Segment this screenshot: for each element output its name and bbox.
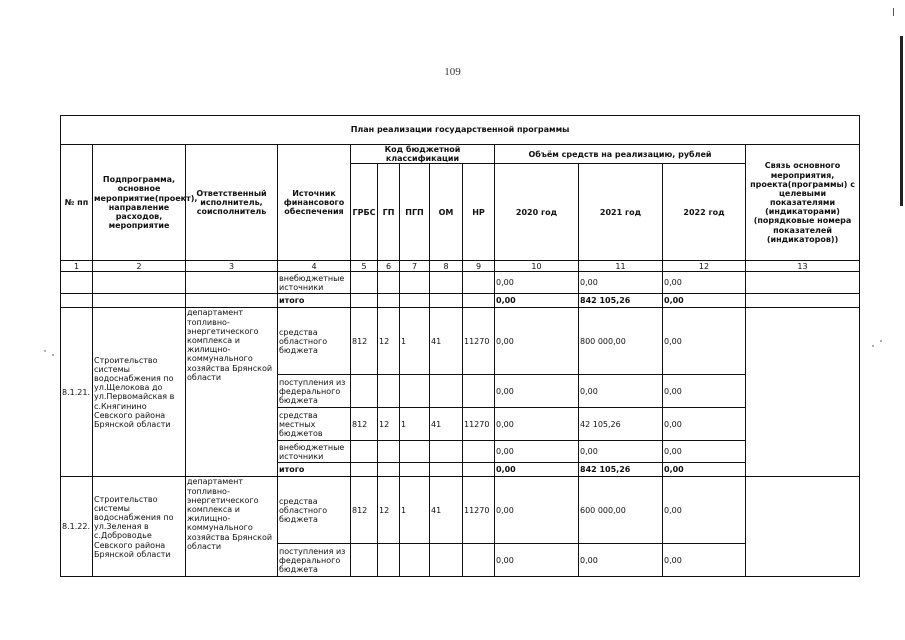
value-2020: 0,00 (495, 408, 579, 441)
value-2022: 0,00 (663, 477, 746, 544)
header-executor: Ответственный исполнитель, соисполнитель (186, 145, 278, 261)
plan-table (60, 115, 860, 577)
header-2021: 2021 год (579, 164, 663, 261)
measure-name: Строительство системы водоснабжения по ул.Щелокова до ул.Первомайская в с.Княгинино Севского района Брянской области (93, 308, 186, 477)
value-2021: 0,00 (579, 441, 663, 463)
grbs-code: 812 (351, 408, 378, 441)
value-2020: 0,00 (495, 272, 579, 294)
header-grbs: ГРБС (351, 164, 378, 261)
om-code: 41 (430, 477, 463, 544)
header-source: Источник финансового обеспечения (278, 145, 351, 261)
source-cell: внебюджетные источники (278, 272, 351, 294)
scan-speck (880, 340, 882, 342)
value-2020: 0,00 (495, 463, 579, 477)
header-link: Связь основного мероприятия, проекта(программы) с целевыми показателями (индикаторами) (порядковые номера показателей (индикаторов)) (746, 145, 860, 261)
source-cell: поступления из федерального бюджета (278, 375, 351, 408)
col-number: 12 (663, 261, 746, 272)
nr-code: 11270 (463, 477, 495, 544)
grbs-code: 812 (351, 477, 378, 544)
source-cell: средства областного бюджета (278, 477, 351, 544)
value-2021: 600 000,00 (579, 477, 663, 544)
value-2022: 0,00 (663, 441, 746, 463)
source-cell: средства местных бюджетов (278, 408, 351, 441)
col-number: 1 (61, 261, 93, 272)
scan-edge-mark (900, 36, 903, 206)
value-2020: 0,00 (495, 294, 579, 308)
col-number: 5 (351, 261, 378, 272)
source-cell: внебюджетные источники (278, 441, 351, 463)
executor-name: департамент топливно-энергетического комплекса и жилищно-коммунального хозяйства Брянской области (186, 308, 278, 477)
value-2022: 0,00 (663, 544, 746, 577)
value-2020: 0,00 (495, 375, 579, 408)
header-gp: ГП (378, 164, 400, 261)
measure-name: Строительство системы водоснабжения по ул.Зеленая в с.Доброводье Севского района Брянской области (93, 477, 186, 577)
grbs-code: 812 (351, 308, 378, 375)
header-num: № пп (61, 145, 93, 261)
col-number: 4 (278, 261, 351, 272)
col-number: 7 (400, 261, 430, 272)
value-2021: 0,00 (579, 272, 663, 294)
pgp-code: 1 (400, 308, 430, 375)
value-2021: 800 000,00 (579, 308, 663, 375)
value-2020: 0,00 (495, 477, 579, 544)
table-row (61, 308, 860, 375)
table-row (61, 477, 860, 544)
header-nr: НР (463, 164, 495, 261)
col-number: 11 (579, 261, 663, 272)
source-cell: итого (278, 294, 351, 308)
header-pgp: ПГП (400, 164, 430, 261)
value-2021: 0,00 (579, 375, 663, 408)
value-2022: 0,00 (663, 272, 746, 294)
row-number: 8.1.22. (61, 477, 93, 577)
value-2020: 0,00 (495, 308, 579, 375)
header-budget-code: Код бюджетной классификации (351, 145, 495, 164)
col-number: 6 (378, 261, 400, 272)
nr-code: 11270 (463, 408, 495, 441)
value-2022: 0,00 (663, 308, 746, 375)
executor-name: департамент топливно-энергетического комплекса и жилищно-коммунального хозяйства Брянской области (186, 477, 278, 577)
value-2022: 0,00 (663, 375, 746, 408)
value-2020: 0,00 (495, 441, 579, 463)
value-2021: 842 105,26 (579, 294, 663, 308)
col-number: 3 (186, 261, 278, 272)
col-number: 2 (93, 261, 186, 272)
link-cell (746, 308, 860, 477)
nr-code: 11270 (463, 308, 495, 375)
table-row (61, 272, 860, 294)
source-cell: поступления из федерального бюджета (278, 544, 351, 577)
value-2021: 0,00 (579, 544, 663, 577)
row-number: 8.1.21. (61, 308, 93, 477)
header-2020: 2020 год (495, 164, 579, 261)
scan-edge-tick (893, 8, 894, 16)
column-numbers-row (61, 261, 860, 272)
scan-speck (44, 350, 46, 352)
value-2022: 0,00 (663, 294, 746, 308)
gp-code: 12 (378, 308, 400, 375)
om-code: 41 (430, 308, 463, 375)
link-cell (746, 477, 860, 577)
value-2022: 0,00 (663, 463, 746, 477)
header-om: ОМ (430, 164, 463, 261)
pgp-code: 1 (400, 408, 430, 441)
gp-code: 12 (378, 477, 400, 544)
value-2021: 42 105,26 (579, 408, 663, 441)
value-2020: 0,00 (495, 544, 579, 577)
scan-speck (52, 354, 54, 356)
col-number: 9 (463, 261, 495, 272)
source-cell: итого (278, 463, 351, 477)
table-row (61, 294, 860, 308)
value-2022: 0,00 (663, 408, 746, 441)
scan-speck (872, 345, 874, 347)
page-number: 109 (444, 66, 461, 78)
col-number: 10 (495, 261, 579, 272)
source-cell: средства областного бюджета (278, 308, 351, 375)
value-2021: 842 105,26 (579, 463, 663, 477)
col-number: 13 (746, 261, 860, 272)
gp-code: 12 (378, 408, 400, 441)
header-2022: 2022 год (663, 164, 746, 261)
header-subprogram: Подпрограмма, основное мероприятие(проект), направление расходов, мероприятие (93, 145, 186, 261)
header-volume: Объём средств на реализацию, рублей (495, 145, 746, 164)
col-number: 8 (430, 261, 463, 272)
om-code: 41 (430, 408, 463, 441)
pgp-code: 1 (400, 477, 430, 544)
table-title: План реализации государственной программы (61, 116, 860, 145)
